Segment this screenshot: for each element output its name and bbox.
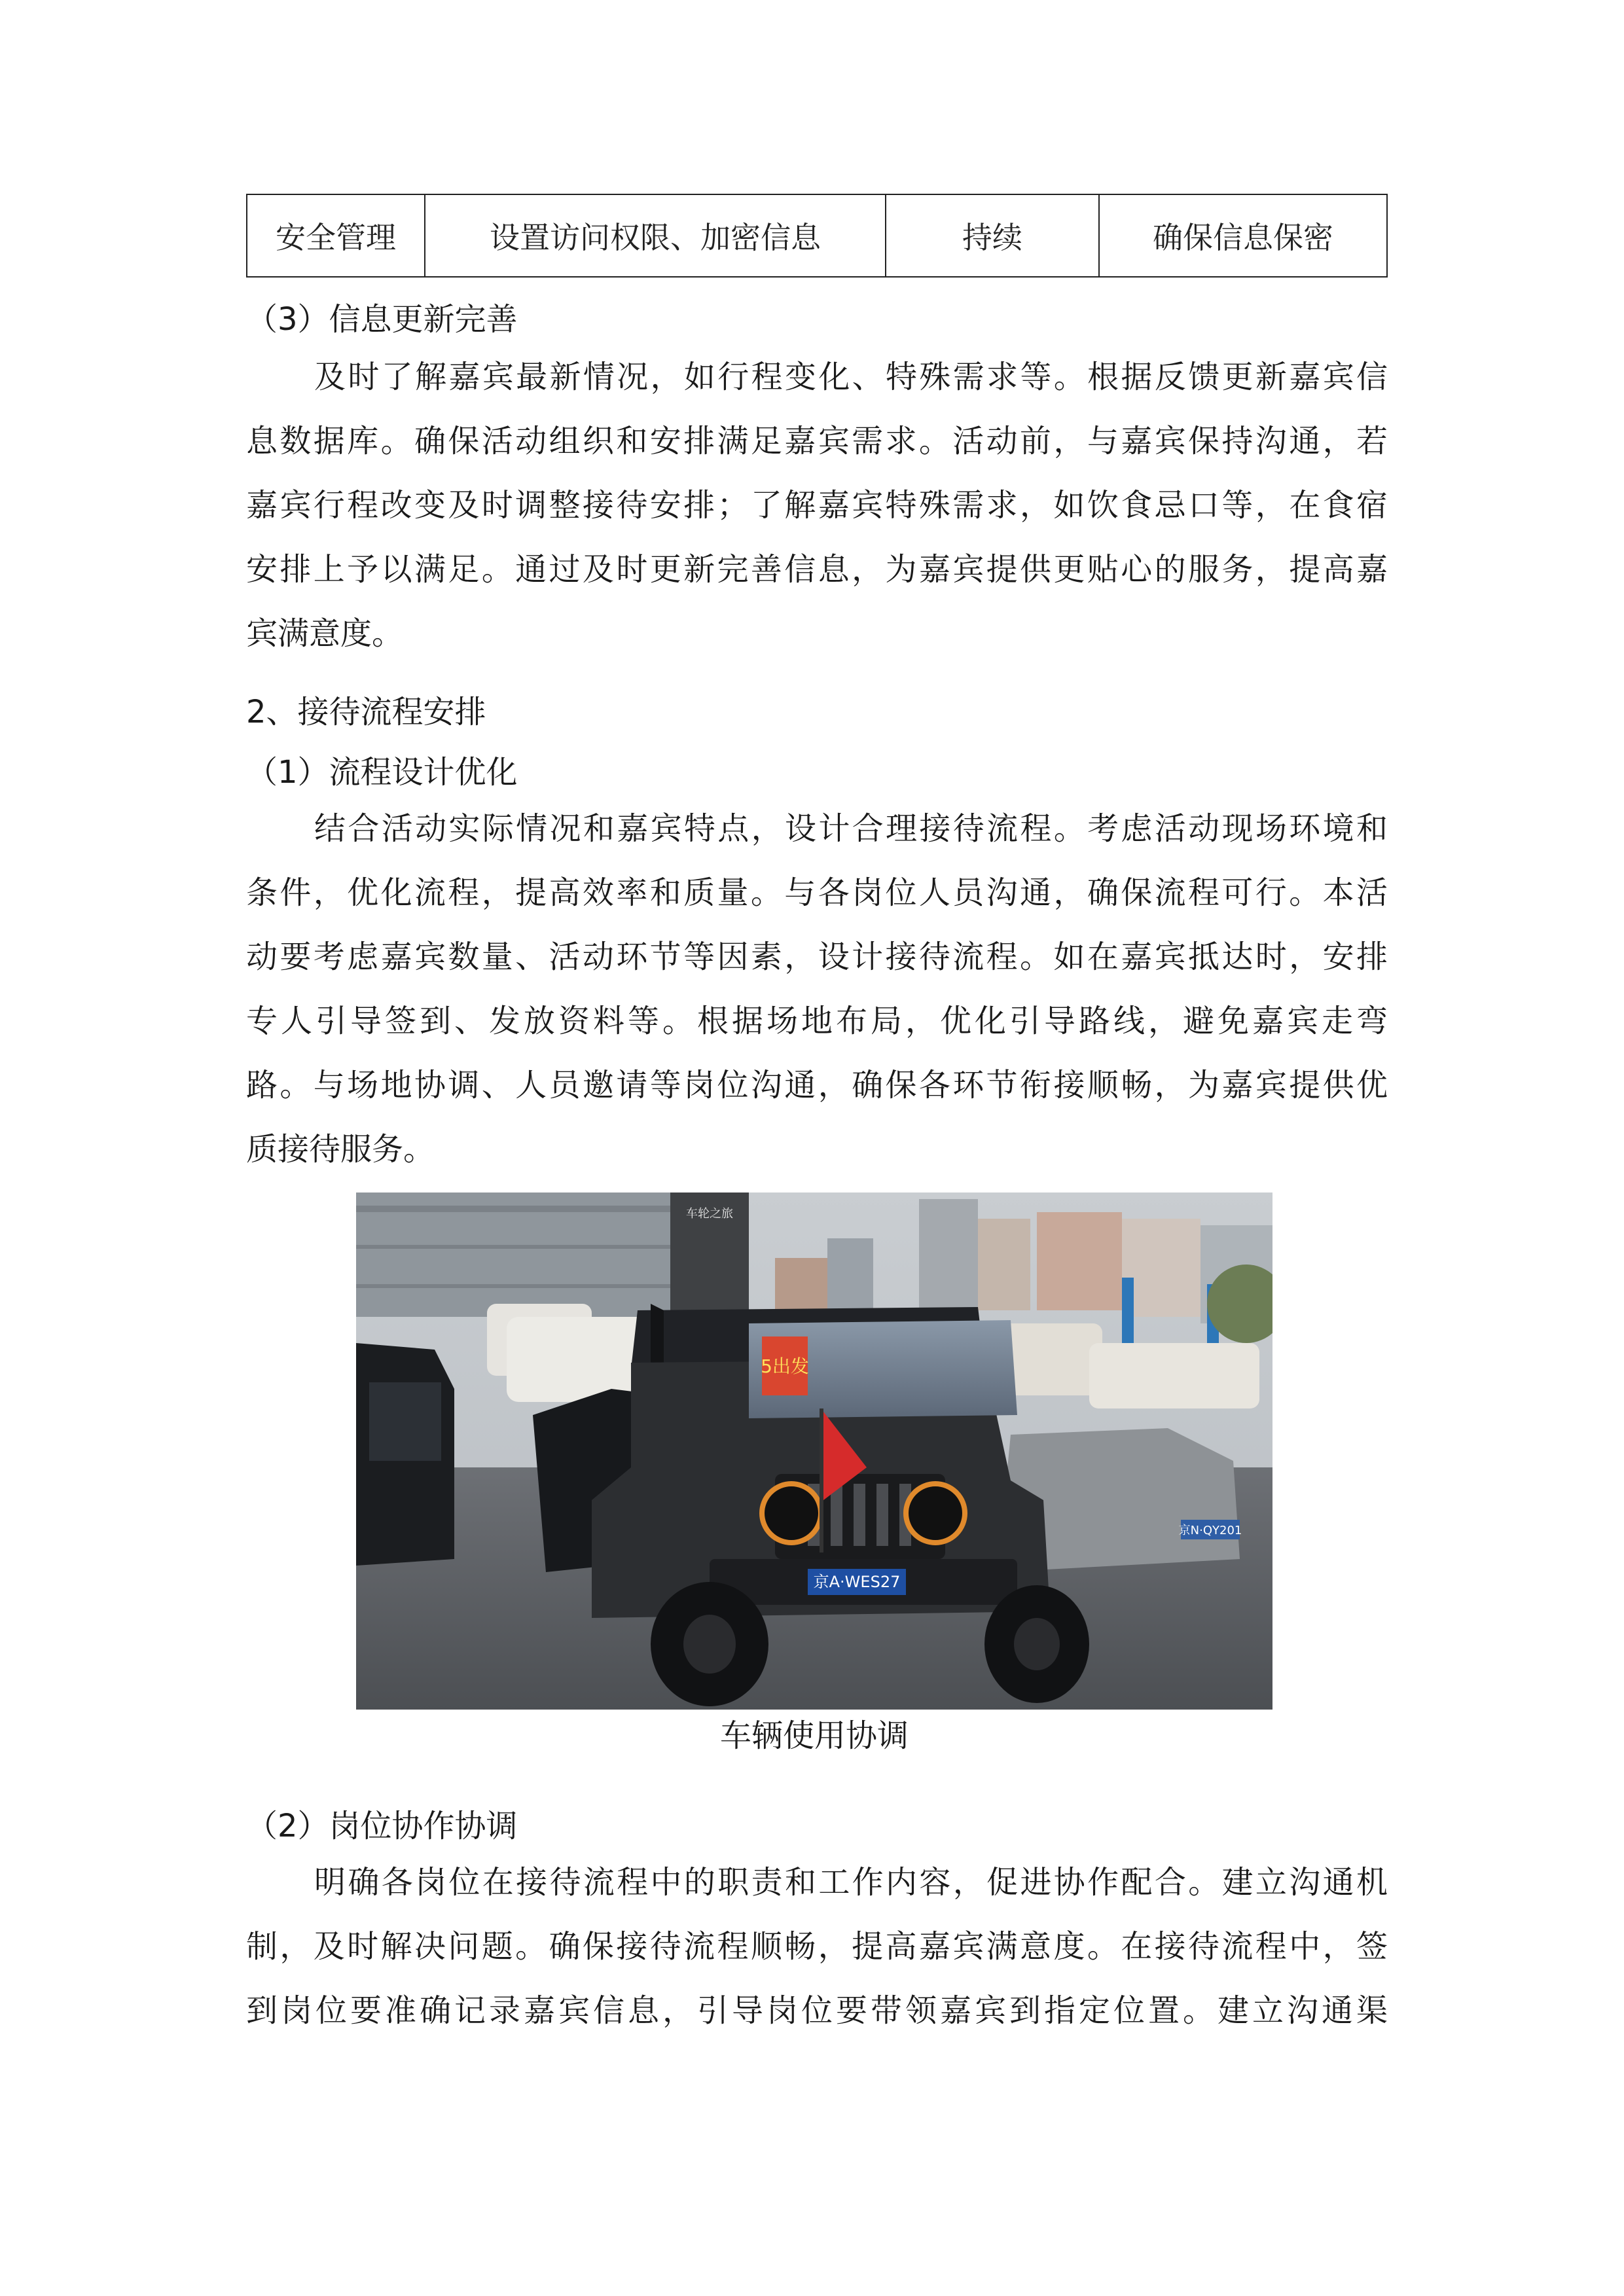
vehicle-photo-illustration — [356, 1193, 1272, 1710]
paragraph-line: 息数据库。确保活动组织和安排满足嘉宾需求。活动前，与嘉宾保持沟通，若 — [246, 423, 1388, 459]
right-car-plate: 京N·QY201 — [1178, 1524, 1242, 1537]
paragraph-line: 结合活动实际情况和嘉宾特点，设计合理接待流程。考虑活动现场环境和 — [314, 810, 1388, 847]
section-heading-reception-flow: 2、接待流程安排 — [246, 694, 486, 730]
jeep-plate: 京A·WES27 — [813, 1573, 901, 1591]
paragraph-line: 路。与场地协调、人员邀请等岗位沟通，确保各环节衔接顺畅，为嘉宾提供优 — [246, 1067, 1388, 1103]
paragraph-line: 质接待服务。 — [246, 1131, 435, 1168]
paragraph-line: 及时了解嘉宾最新情况，如行程变化、特殊需求等。根据反馈更新嘉宾信 — [314, 359, 1388, 395]
vehicle-photo — [356, 1193, 1272, 1710]
building-sign: 车轮之旅 — [686, 1207, 733, 1221]
table-cell-duration: 持续 — [886, 194, 1099, 277]
paragraph-line: 专人引导签到、发放资料等。根据场地布局，优化引导路线，避免嘉宾走弯 — [246, 1003, 1388, 1039]
paragraph-line: 明确各岗位在接待流程中的职责和工作内容，促进协作配合。建立沟通机 — [314, 1864, 1388, 1901]
paragraph-line: 到岗位要准确记录嘉宾信息，引导岗位要带领嘉宾到指定位置。建立沟通渠 — [246, 1992, 1388, 2029]
table-cell-goal: 确保信息保密 — [1099, 194, 1387, 277]
windshield-sticker: 5出发 — [761, 1355, 809, 1377]
photo-caption: 车辆使用协调 — [719, 1717, 909, 1754]
subsection-heading-flow-design: （1）流程设计优化 — [246, 754, 518, 791]
subsection-heading-post-coordination: （2）岗位协作协调 — [246, 1808, 518, 1844]
table-cell-category: 安全管理 — [247, 194, 425, 277]
paragraph-line: 制，及时解决问题。确保接待流程顺畅，提高嘉宾满意度。在接待流程中，签 — [246, 1928, 1388, 1965]
security-table — [246, 194, 1388, 278]
paragraph-line: 条件，优化流程，提高效率和质量。与各岗位人员沟通，确保流程可行。本活 — [246, 874, 1388, 911]
table-cell-measure: 设置访问权限、加密信息 — [425, 194, 886, 277]
paragraph-line: 嘉宾行程改变及时调整接待安排；了解嘉宾特殊需求，如饮食忌口等，在食宿 — [246, 487, 1388, 524]
paragraph-line: 宾满意度。 — [246, 615, 404, 652]
paragraph-line: 安排上予以满足。通过及时更新完善信息，为嘉宾提供更贴心的服务，提高嘉 — [246, 551, 1388, 588]
table-row — [247, 194, 1387, 277]
section-heading-info-update: （3）信息更新完善 — [246, 301, 518, 338]
paragraph-line: 动要考虑嘉宾数量、活动环节等因素，设计接待流程。如在嘉宾抵达时，安排 — [246, 939, 1388, 975]
